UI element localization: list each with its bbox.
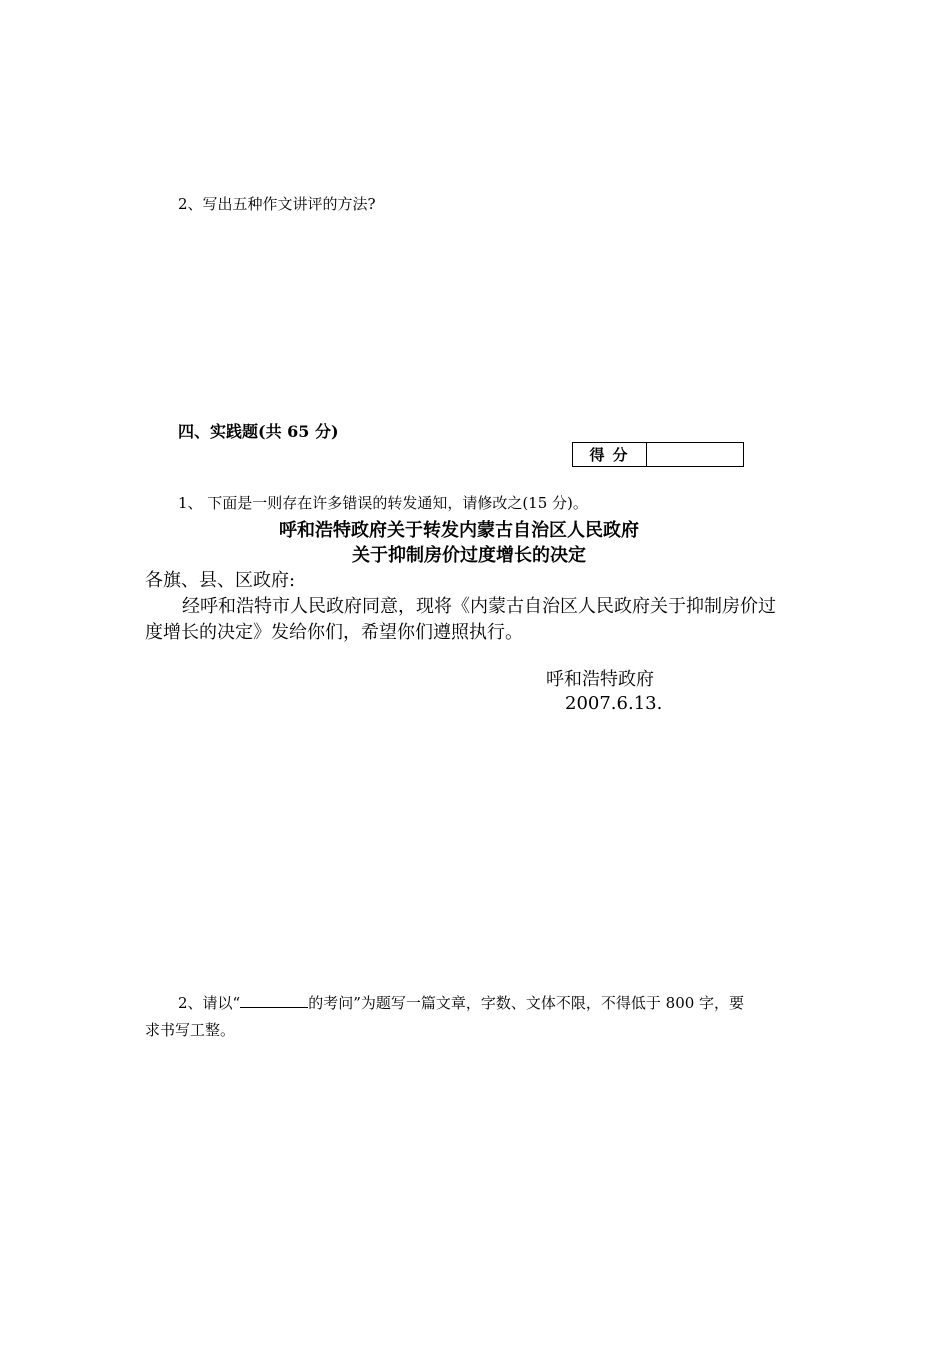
notice-salutation: 各旗、县、区政府: [145, 570, 296, 591]
practice-2-line-2: 求书写工整。 [145, 1021, 236, 1039]
practice-2-prefix: 2、请以“ [178, 994, 241, 1012]
notice-body-line-1: 经呼和浩特市人民政府同意，现将《内蒙古自治区人民政府关于抑制房价过 [182, 596, 776, 617]
score-box [572, 442, 744, 467]
practice-2-suffix: 的考问”为题写一篇文章，字数、文体不限，不得低于 800 字，要 [308, 994, 745, 1012]
notice-signature-org: 呼和浩特政府 [546, 669, 654, 690]
notice-title-line-1: 呼和浩特政府关于转发内蒙古自治区人民政府 [279, 520, 639, 541]
notice-body-line-2: 度增长的决定》发给你们，希望你们遵照执行。 [145, 622, 523, 643]
score-label: 得分 [573, 443, 647, 466]
notice-title-line-2: 关于抑制房价过度增长的决定 [352, 545, 586, 566]
section-heading: 四、实践题(共 65 分) [178, 422, 339, 441]
question-2-text: 2、写出五种作文讲评的方法? [178, 195, 376, 213]
notice-signature-date: 2007.6.13. [565, 693, 663, 714]
practice-1-intro: 1、 下面是一则存在许多错误的转发通知，请修改之(15 分)。 [178, 494, 588, 512]
score-value-field [647, 443, 743, 466]
fill-in-blank [240, 993, 308, 1008]
practice-2-line-1 [178, 992, 744, 1013]
